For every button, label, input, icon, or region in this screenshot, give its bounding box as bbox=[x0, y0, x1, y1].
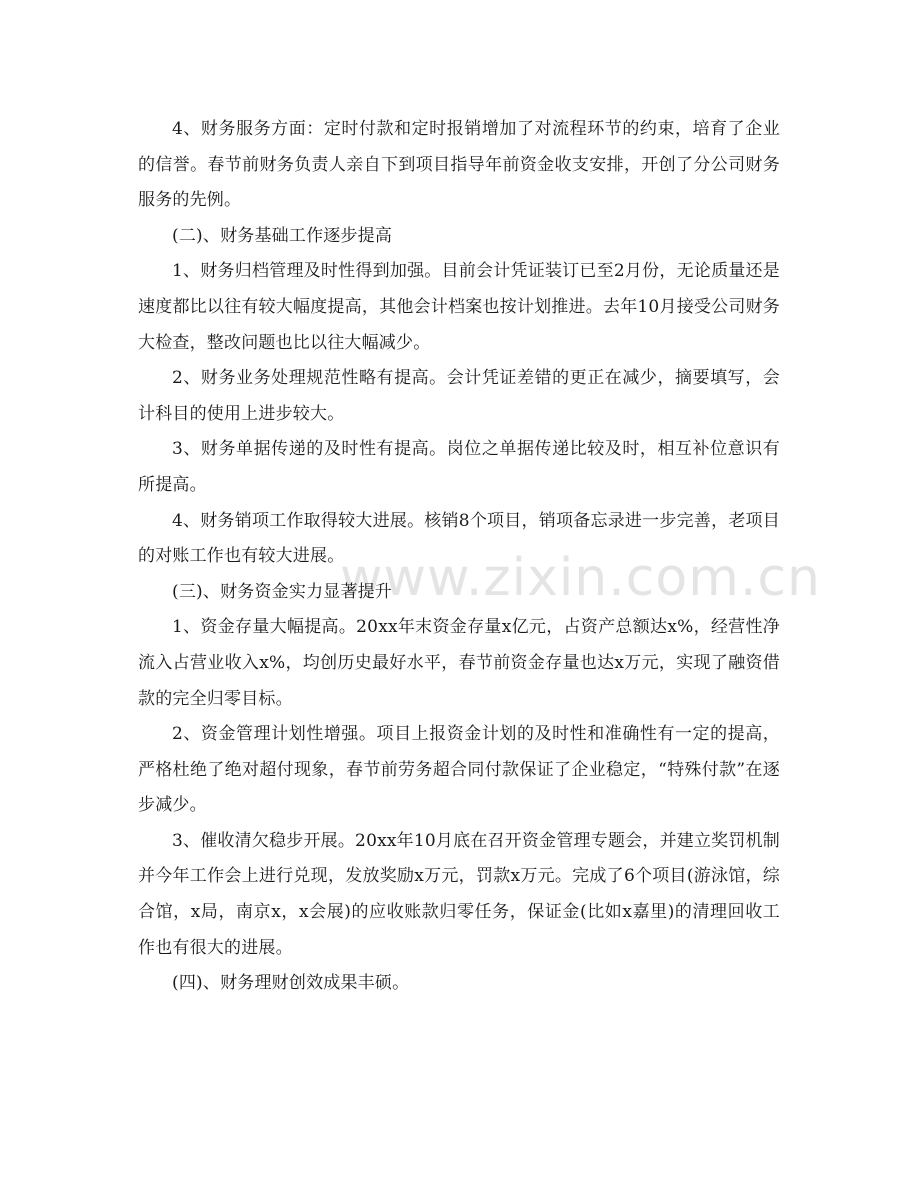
section-heading-4: (四)、财务理财创效成果丰硕。 bbox=[172, 973, 410, 994]
paragraph-document-transfer: 3、财务单据传递的及时性有提高。岗位之单据传递比较及时，相互补位意识有所提高。 bbox=[138, 439, 780, 495]
paragraph-debt-collection: 3、催收清欠稳步开展。20xx年10月底在召开资金管理专题会，并建立奖罚机制并今年工作会上进行兑现，发放奖励x万元，罚款x万元。完成了6个项目(游泳馆，综合馆，x局，南京x，x会展)的应收账款归零任务，保证金(比如x嘉里)的清理回收工作也有很大的进展。 bbox=[138, 830, 780, 958]
document-body bbox=[138, 112, 780, 1002]
section-heading-2: (二)、财务基础工作逐步提高 bbox=[172, 225, 393, 246]
paragraph-archive-management: 1、财务归档管理及时性得到加强。目前会计凭证装订已至2月份，无论质量还是速度都比以往有较大幅度提高，其他会计档案也按计划推进。去年10月接受公司财务大检查，整改问题也比以往大幅减少。 bbox=[138, 261, 780, 353]
paragraph-business-processing: 2、财务业务处理规范性略有提高。会计凭证差错的更正在减少，摘要填写，会计科目的使用上进步较大。 bbox=[138, 368, 780, 424]
paragraph-fund-stock: 1、资金存量大幅提高。20xx年末资金存量x亿元，占资产总额达x%，经营性净流入占营业收入x%，均创历史最好水平，春节前资金存量也达x万元，实现了融资借款的完全归零目标。 bbox=[138, 617, 780, 709]
paragraph-finance-service: 4、财务服务方面：定时付款和定时报销增加了对流程环节的约束，培育了企业的信誉。春节前财务负责人亲自下到项目指导年前资金收支安排，开创了分公司财务服务的先例。 bbox=[138, 119, 780, 211]
paragraph-item-closing: 4、财务销项工作取得较大进展。核销8个项目，销项备忘录进一步完善，老项目的对账工作也有较大进展。 bbox=[138, 510, 780, 567]
section-heading-3: (三)、财务资金实力显著提升 bbox=[172, 581, 393, 602]
watermark: www.zixin.com.cn bbox=[340, 548, 821, 608]
paragraph-fund-planning: 2、资金管理计划性增强。项目上报资金计划的及时性和准确性有一定的提高，严格杜绝了绝对超付现象，春节前劳务超合同付款保证了企业稳定，“特殊付款”在逐步减少。 bbox=[138, 724, 780, 816]
